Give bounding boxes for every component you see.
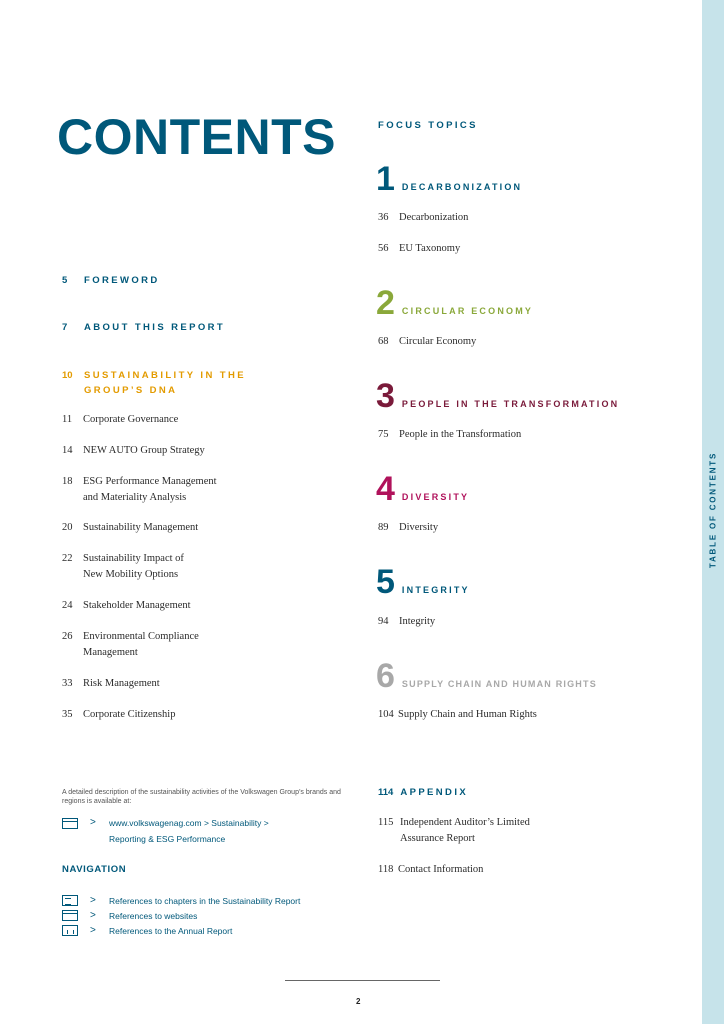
topic-title: INTEGRITY — [401, 585, 470, 596]
toc-num: 7 — [62, 322, 68, 333]
toc-num: 22 — [62, 553, 73, 564]
toc-label: Decarbonization — [399, 212, 469, 223]
toc-label: Environmental Compliance — [83, 631, 199, 642]
toc-num: 36 — [378, 212, 389, 223]
toc-entry[interactable] — [378, 427, 521, 443]
toc-label: Supply Chain and Human Rights — [398, 709, 537, 720]
toc-foreword[interactable] — [62, 275, 160, 286]
side-label: TABLE OF CONTENTS — [708, 451, 718, 569]
focus-topic-5[interactable] — [376, 563, 470, 601]
web-icon — [62, 818, 78, 829]
toc-label: NEW AUTO Group Strategy — [83, 445, 205, 456]
toc-num: 5 — [62, 275, 68, 286]
toc-num: 114 — [378, 787, 394, 798]
toc-label: Circular Economy — [399, 336, 477, 347]
sustainability-note: A detailed description of the sustainability activities of the Volkswagen Group’s brands and regions is available at: — [62, 789, 341, 805]
toc-num: 18 — [62, 476, 73, 487]
toc-label: Diversity — [399, 522, 439, 533]
chevron-right-icon: > — [90, 910, 96, 921]
toc-entry[interactable] — [62, 520, 198, 536]
navigation-legend — [62, 893, 300, 938]
nav-item-label: References to chapters in the Sustainability Report — [109, 895, 301, 906]
topic-title: DIVERSITY — [401, 492, 470, 503]
toc-num: 56 — [378, 243, 389, 254]
toc-label: Corporate Citizenship — [83, 709, 176, 720]
web-icon — [62, 910, 78, 921]
topic-number: 5 — [376, 563, 395, 601]
toc-label: Risk Management — [83, 678, 160, 689]
toc-num: 68 — [378, 336, 389, 347]
toc-num: 75 — [378, 429, 389, 440]
toc-num: 94 — [378, 616, 389, 627]
toc-label: FOREWORD — [84, 275, 160, 286]
toc-entry[interactable] — [62, 707, 175, 723]
toc-entry[interactable] — [62, 412, 178, 428]
document-icon — [62, 895, 78, 906]
toc-label: Corporate Governance — [83, 414, 179, 425]
toc-entry[interactable] — [378, 707, 537, 723]
toc-label: Independent Auditor’s Limited — [400, 817, 530, 828]
toc-label: ABOUT THIS REPORT — [84, 322, 226, 333]
toc-entry[interactable] — [62, 443, 205, 459]
toc-label: APPENDIX — [400, 787, 469, 798]
chevron-right-icon: > — [90, 895, 96, 906]
toc-label-cont: New Mobility Options — [83, 569, 179, 580]
chevron-right-icon: > — [90, 817, 96, 828]
toc-sustainability-dna[interactable] — [62, 368, 246, 398]
topic-title: PEOPLE IN THE TRANSFORMATION — [401, 399, 620, 410]
toc-label-cont: and Materiality Analysis — [83, 492, 187, 503]
toc-label: Contact Information — [398, 864, 484, 875]
toc-num: 24 — [62, 600, 73, 611]
topic-title: DECARBONIZATION — [401, 182, 523, 193]
toc-num: 11 — [62, 414, 73, 425]
toc-num: 20 — [62, 522, 73, 533]
topic-title: CIRCULAR ECONOMY — [401, 306, 534, 317]
toc-num: 14 — [62, 445, 73, 456]
toc-entry[interactable] — [378, 210, 468, 226]
page-number: 2 — [356, 997, 361, 1006]
toc-label: Integrity — [399, 616, 436, 627]
focus-topic-4[interactable] — [376, 470, 470, 508]
toc-num: 118 — [378, 864, 394, 875]
topic-number: 3 — [376, 377, 395, 415]
toc-entry[interactable] — [378, 241, 460, 257]
toc-entry[interactable] — [62, 629, 199, 661]
focus-topic-1[interactable] — [376, 160, 523, 198]
toc-label: EU Taxonomy — [399, 243, 461, 254]
toc-label-cont: GROUP’S DNA — [84, 385, 178, 396]
topic-number: 4 — [376, 470, 395, 508]
toc-entry[interactable] — [378, 614, 435, 630]
footer-divider — [285, 980, 440, 981]
toc-label: Sustainability Management — [83, 522, 199, 533]
toc-num: 104 — [378, 709, 394, 720]
page-title: CONTENTS — [57, 109, 336, 165]
toc-label-cont: Assurance Report — [400, 833, 475, 844]
toc-entry[interactable] — [378, 815, 530, 847]
nav-item-chapters[interactable] — [62, 893, 300, 908]
toc-num: 26 — [62, 631, 73, 642]
toc-entry[interactable] — [378, 862, 483, 878]
toc-label: SUSTAINABILITY IN THE — [84, 370, 246, 381]
chevron-right-icon: > — [90, 925, 96, 936]
topic-number: 2 — [376, 284, 395, 322]
topic-number: 1 — [376, 160, 395, 198]
toc-label: Stakeholder Management — [83, 600, 191, 611]
toc-label: People in the Transformation — [399, 429, 522, 440]
toc-num: 10 — [62, 370, 73, 381]
toc-about-report[interactable] — [62, 322, 225, 333]
toc-num: 89 — [378, 522, 389, 533]
toc-label-cont: Management — [83, 647, 138, 658]
toc-num: 33 — [62, 678, 73, 689]
nav-item-label: References to the Annual Report — [109, 925, 233, 936]
focus-topic-2[interactable] — [376, 284, 534, 322]
toc-entry[interactable] — [62, 474, 217, 506]
toc-entry[interactable] — [378, 520, 438, 536]
toc-appendix[interactable] — [378, 787, 468, 798]
toc-num: 115 — [378, 817, 394, 828]
nav-item-label: References to websites — [109, 910, 198, 921]
toc-entry[interactable] — [378, 334, 476, 350]
focus-topic-6[interactable] — [376, 657, 597, 695]
focus-topics-header: FOCUS TOPICS — [378, 120, 478, 131]
toc-label: ESG Performance Management — [83, 476, 217, 487]
nav-item-annual-report[interactable] — [62, 923, 300, 938]
chart-icon — [62, 925, 78, 936]
toc-num: 35 — [62, 709, 73, 720]
toc-entry[interactable] — [62, 551, 184, 583]
toc-entry[interactable] — [62, 598, 191, 614]
link-text: www.volkswagenag.com > Sustainability > — [109, 818, 269, 828]
nav-item-websites[interactable] — [62, 908, 300, 923]
website-link[interactable] — [62, 815, 269, 847]
toc-label: Sustainability Impact of — [83, 553, 184, 564]
focus-topic-3[interactable] — [376, 377, 620, 415]
toc-entry[interactable] — [62, 676, 160, 692]
link-text-cont: Reporting & ESG Performance — [109, 834, 226, 844]
navigation-title: NAVIGATION — [62, 864, 127, 875]
topic-number: 6 — [376, 657, 395, 695]
topic-title: SUPPLY CHAIN AND HUMAN RIGHTS — [401, 679, 597, 690]
